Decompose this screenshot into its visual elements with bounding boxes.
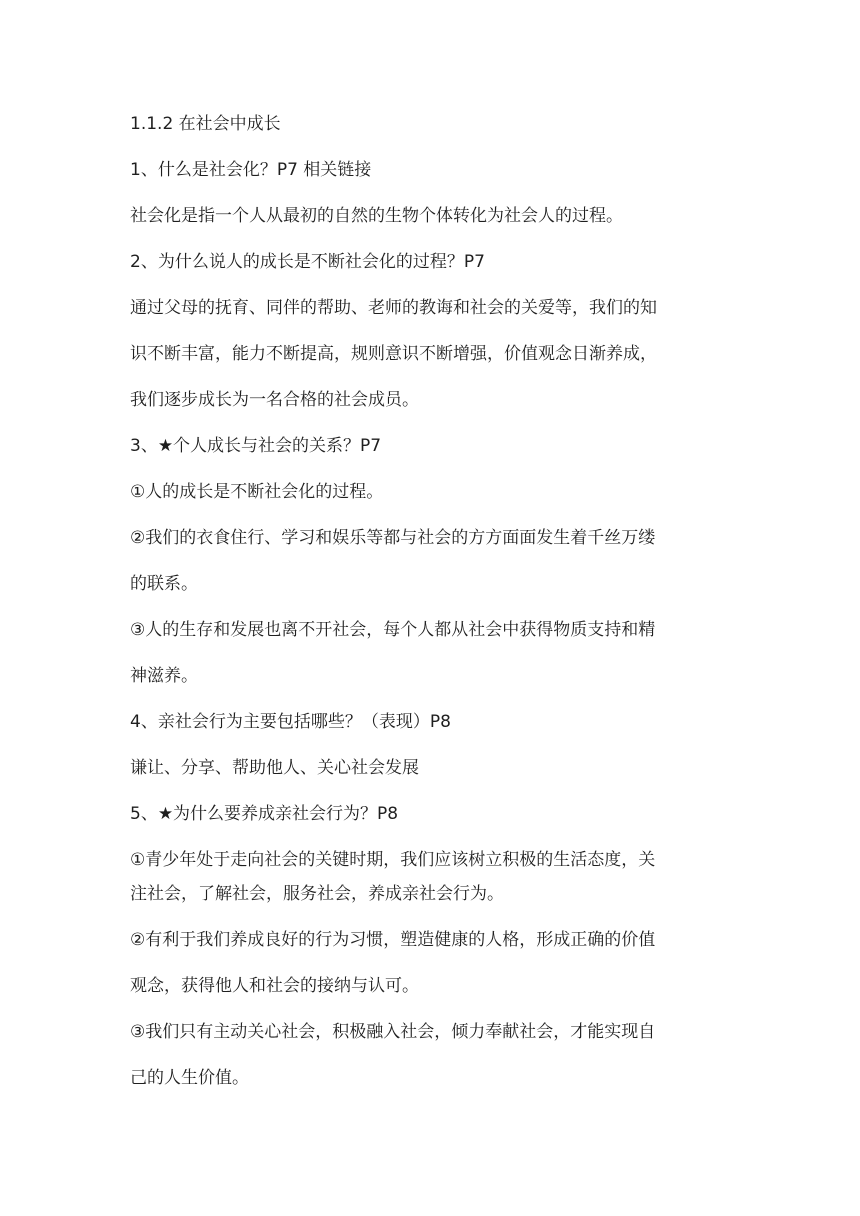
answer-2-line: 识不断丰富，能力不断提高，规则意识不断增强，价值观念日渐养成， bbox=[130, 344, 657, 364]
point-3-1: ①人的成长是不断社会化的过程。 bbox=[130, 482, 384, 502]
question-3: 3、★个人成长与社会的关系？P7 bbox=[130, 436, 382, 456]
point-5-1: ①青少年处于走向社会的关键时期，我们应该树立积极的生活态度，关 bbox=[130, 850, 656, 870]
question-1: 1、什么是社会化？P7 相关链接 bbox=[130, 160, 372, 180]
question-4: 4、亲社会行为主要包括哪些？（表现）P8 bbox=[130, 712, 451, 732]
point-3-2-cont: 的联系。 bbox=[130, 574, 198, 594]
point-3-3-cont: 神滋养。 bbox=[130, 666, 198, 686]
answer-2-line: 通过父母的抚育、同伴的帮助、老师的教诲和社会的关爱等，我们的知 bbox=[130, 298, 657, 318]
answer-1-line: 社会化是指一个人从最初的自然的生物个体转化为社会人的过程。 bbox=[130, 206, 623, 226]
point-3-2: ②我们的衣食住行、学习和娱乐等都与社会的方方面面发生着千丝万缕 bbox=[130, 528, 656, 548]
section-title: 1.1.2 在社会中成长 bbox=[130, 114, 281, 134]
point-3-3: ③人的生存和发展也离不开社会，每个人都从社会中获得物质支持和精 bbox=[130, 620, 656, 640]
question-5: 5、★为什么要养成亲社会行为？P8 bbox=[130, 804, 399, 824]
answer-2-line: 我们逐步成长为一名合格的社会成员。 bbox=[130, 390, 419, 410]
point-5-1-cont: 注社会，了解社会，服务社会，养成亲社会行为。 bbox=[130, 884, 504, 904]
point-5-2: ②有利于我们养成良好的行为习惯，塑造健康的人格，形成正确的价值 bbox=[130, 930, 656, 950]
answer-4-line: 谦让、分享、帮助他人、关心社会发展 bbox=[130, 758, 419, 778]
document-content bbox=[130, 112, 730, 1090]
point-5-2-cont: 观念，获得他人和社会的接纳与认可。 bbox=[130, 976, 419, 996]
point-5-3-cont: 己的人生价值。 bbox=[130, 1068, 249, 1088]
point-5-3: ③我们只有主动关心社会，积极融入社会，倾力奉献社会，才能实现自 bbox=[130, 1022, 656, 1042]
question-2: 2、为什么说人的成长是不断社会化的过程？P7 bbox=[130, 252, 485, 272]
